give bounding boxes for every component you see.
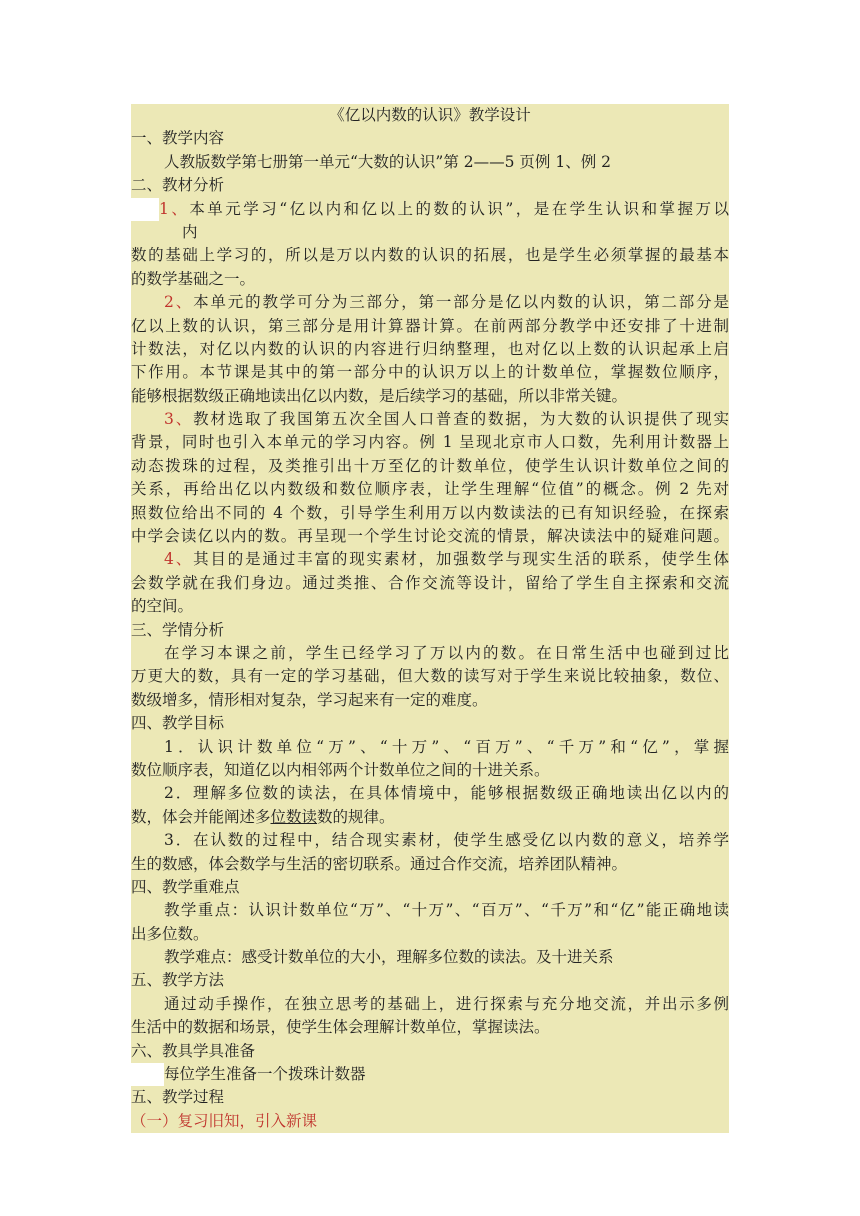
- section-heading-methods: 五、教学方法: [131, 971, 225, 990]
- analysis-p3-line3: 动态拨珠的过程，及类推引出十万至亿的计数单位，使学生认识计数单位之间的: [131, 456, 729, 475]
- analysis-p3-line1: 3、教材选取了我国第五次全国人口普查的数据，为大数的认识提供了现实: [164, 410, 729, 429]
- analysis-p1-line1: 1、本单元学习“亿以内和亿以上的数的认识”，是在学生认识和掌握万以: [131, 198, 729, 221]
- analysis-p2-line1: 2、本单元的教学可分为三部分，第一部分是亿以内数的认识，第二部分是: [164, 293, 729, 312]
- analysis-p3-line4: 关系，再给出亿以内数级和数位顺序表，让学生理解“位值”的概念。例 2 先对: [131, 480, 729, 499]
- p1-number: 1、: [159, 199, 190, 218]
- underlined-phrase: 位数读: [270, 807, 318, 826]
- analysis-p2-line5: 能够根据数级正确地读出亿以内数，是后续学习的基础，所以非常关键。: [131, 386, 628, 405]
- analysis-p3-line6: 中学会读亿以内的数。再呈现一个学生讨论交流的情景，解决读法中的疑难问题。: [131, 527, 729, 546]
- section-heading-goals: 四、教学目标: [131, 714, 225, 733]
- analysis-p1-line2: 内: [182, 222, 198, 241]
- section-heading-keypoints: 四、教学重难点: [131, 877, 240, 896]
- section-heading-content: 一、教学内容: [131, 129, 225, 148]
- goal2-line1: 2．理解多位数的读法，在具体情境中，能够根据数级正确地读出亿以内的: [164, 784, 729, 803]
- analysis-p4-line1: 4、其目的是通过丰富的现实素材，加强数学与现实生活的联系，使学生体: [164, 550, 729, 569]
- analysis-p3-line5: 照数位给出不同的 4 个数，引导学生利用万以内数读法的已有知识经验，在探索: [131, 503, 729, 522]
- analysis-p1-line4: 的数学基础之一。: [131, 269, 256, 288]
- keypoint-line1: 教学重点：认识计数单位“万”、“十万”、“百万”、“千万”和“亿”能正确地读: [164, 901, 729, 920]
- lesson-plan-document: [131, 104, 729, 1133]
- goal3-line2: 生的数感，体会数学与生活的密切联系。通过合作交流，培养团队精神。: [131, 854, 628, 873]
- goal2-line2: 数，体会并能阐述多位数读数的规律。: [131, 807, 395, 826]
- goal3-line1: 3．在认数的过程中，结合现实素材，使学生感受亿以内数的意义，培养学: [164, 831, 729, 850]
- section-heading-process: 五、教学过程: [131, 1088, 225, 1107]
- analysis-p1-line3: 数的基础上学习的，所以是万以内数的认识的拓展，也是学生必须掌握的最基本: [131, 246, 729, 265]
- analysis-p4-line3: 的空间。: [131, 597, 194, 616]
- students-line1: 在学习本课之前，学生已经学习了万以内的数。在日常生活中也碰到过比: [164, 643, 729, 662]
- document-title: 《亿以内数的认识》教学设计: [329, 106, 531, 124]
- section-heading-materials: 六、教具学具准备: [131, 1041, 256, 1060]
- students-line2: 万更大的数，具有一定的学习基础，但大数的读写对于学生来说比较抽象，数位、: [131, 667, 729, 686]
- materials-line: 每位学生准备一个拨珠计数器: [131, 1063, 729, 1086]
- methods-line2: 生活中的数据和场景，使学生体会理解计数单位，掌握读法。: [131, 1018, 550, 1037]
- section-heading-analysis: 二、教材分析: [131, 176, 225, 195]
- goal1-line2: 数位顺序表，知道亿以内相邻两个计数单位之间的十进关系。: [131, 760, 550, 779]
- process-subheading: （一）复习旧知，引入新课: [131, 1111, 318, 1130]
- analysis-p2-line2: 亿以上数的认识，第三部分是用计算器计算。在前两部分教学中还安排了十进制: [131, 316, 729, 335]
- students-line3: 数级增多，情形相对复杂，学习起来有一定的难度。: [131, 690, 488, 709]
- analysis-p3-line2: 背景，同时也引入本单元的学习内容。例 1 呈现北京市人口数，先利用计数器上: [131, 433, 729, 452]
- section-heading-students: 三、学情分析: [131, 620, 225, 639]
- analysis-p2-line3: 计数法，对亿以内数的认识的内容进行归纳整理，也对亿以上数的认识起承上启: [131, 339, 729, 358]
- difficulty-line: 教学难点：感受计数单位的大小，理解多位数的读法。及十进关系: [164, 948, 614, 967]
- methods-line1: 通过动手操作，在独立思考的基础上，进行探索与充分地交流，并出示多例: [164, 994, 729, 1013]
- analysis-p4-line2: 会数学就在我们身边。通过类推、合作交流等设计，留给了学生自主探索和交流: [131, 573, 729, 592]
- goal1-line1: 1．认识计数单位“万”、“十万”、“百万”、“千万”和“亿”，掌握: [164, 737, 729, 756]
- content-text: 人教版数学第七册第一单元“大数的认识”第 2——5 页例 1、例 2: [164, 152, 612, 171]
- analysis-p2-line4: 下作用。本节课是其中的第一部分中的认识万以上的计数单位，掌握数位顺序，: [131, 363, 729, 382]
- keypoint-line2: 出多位数。: [131, 924, 209, 943]
